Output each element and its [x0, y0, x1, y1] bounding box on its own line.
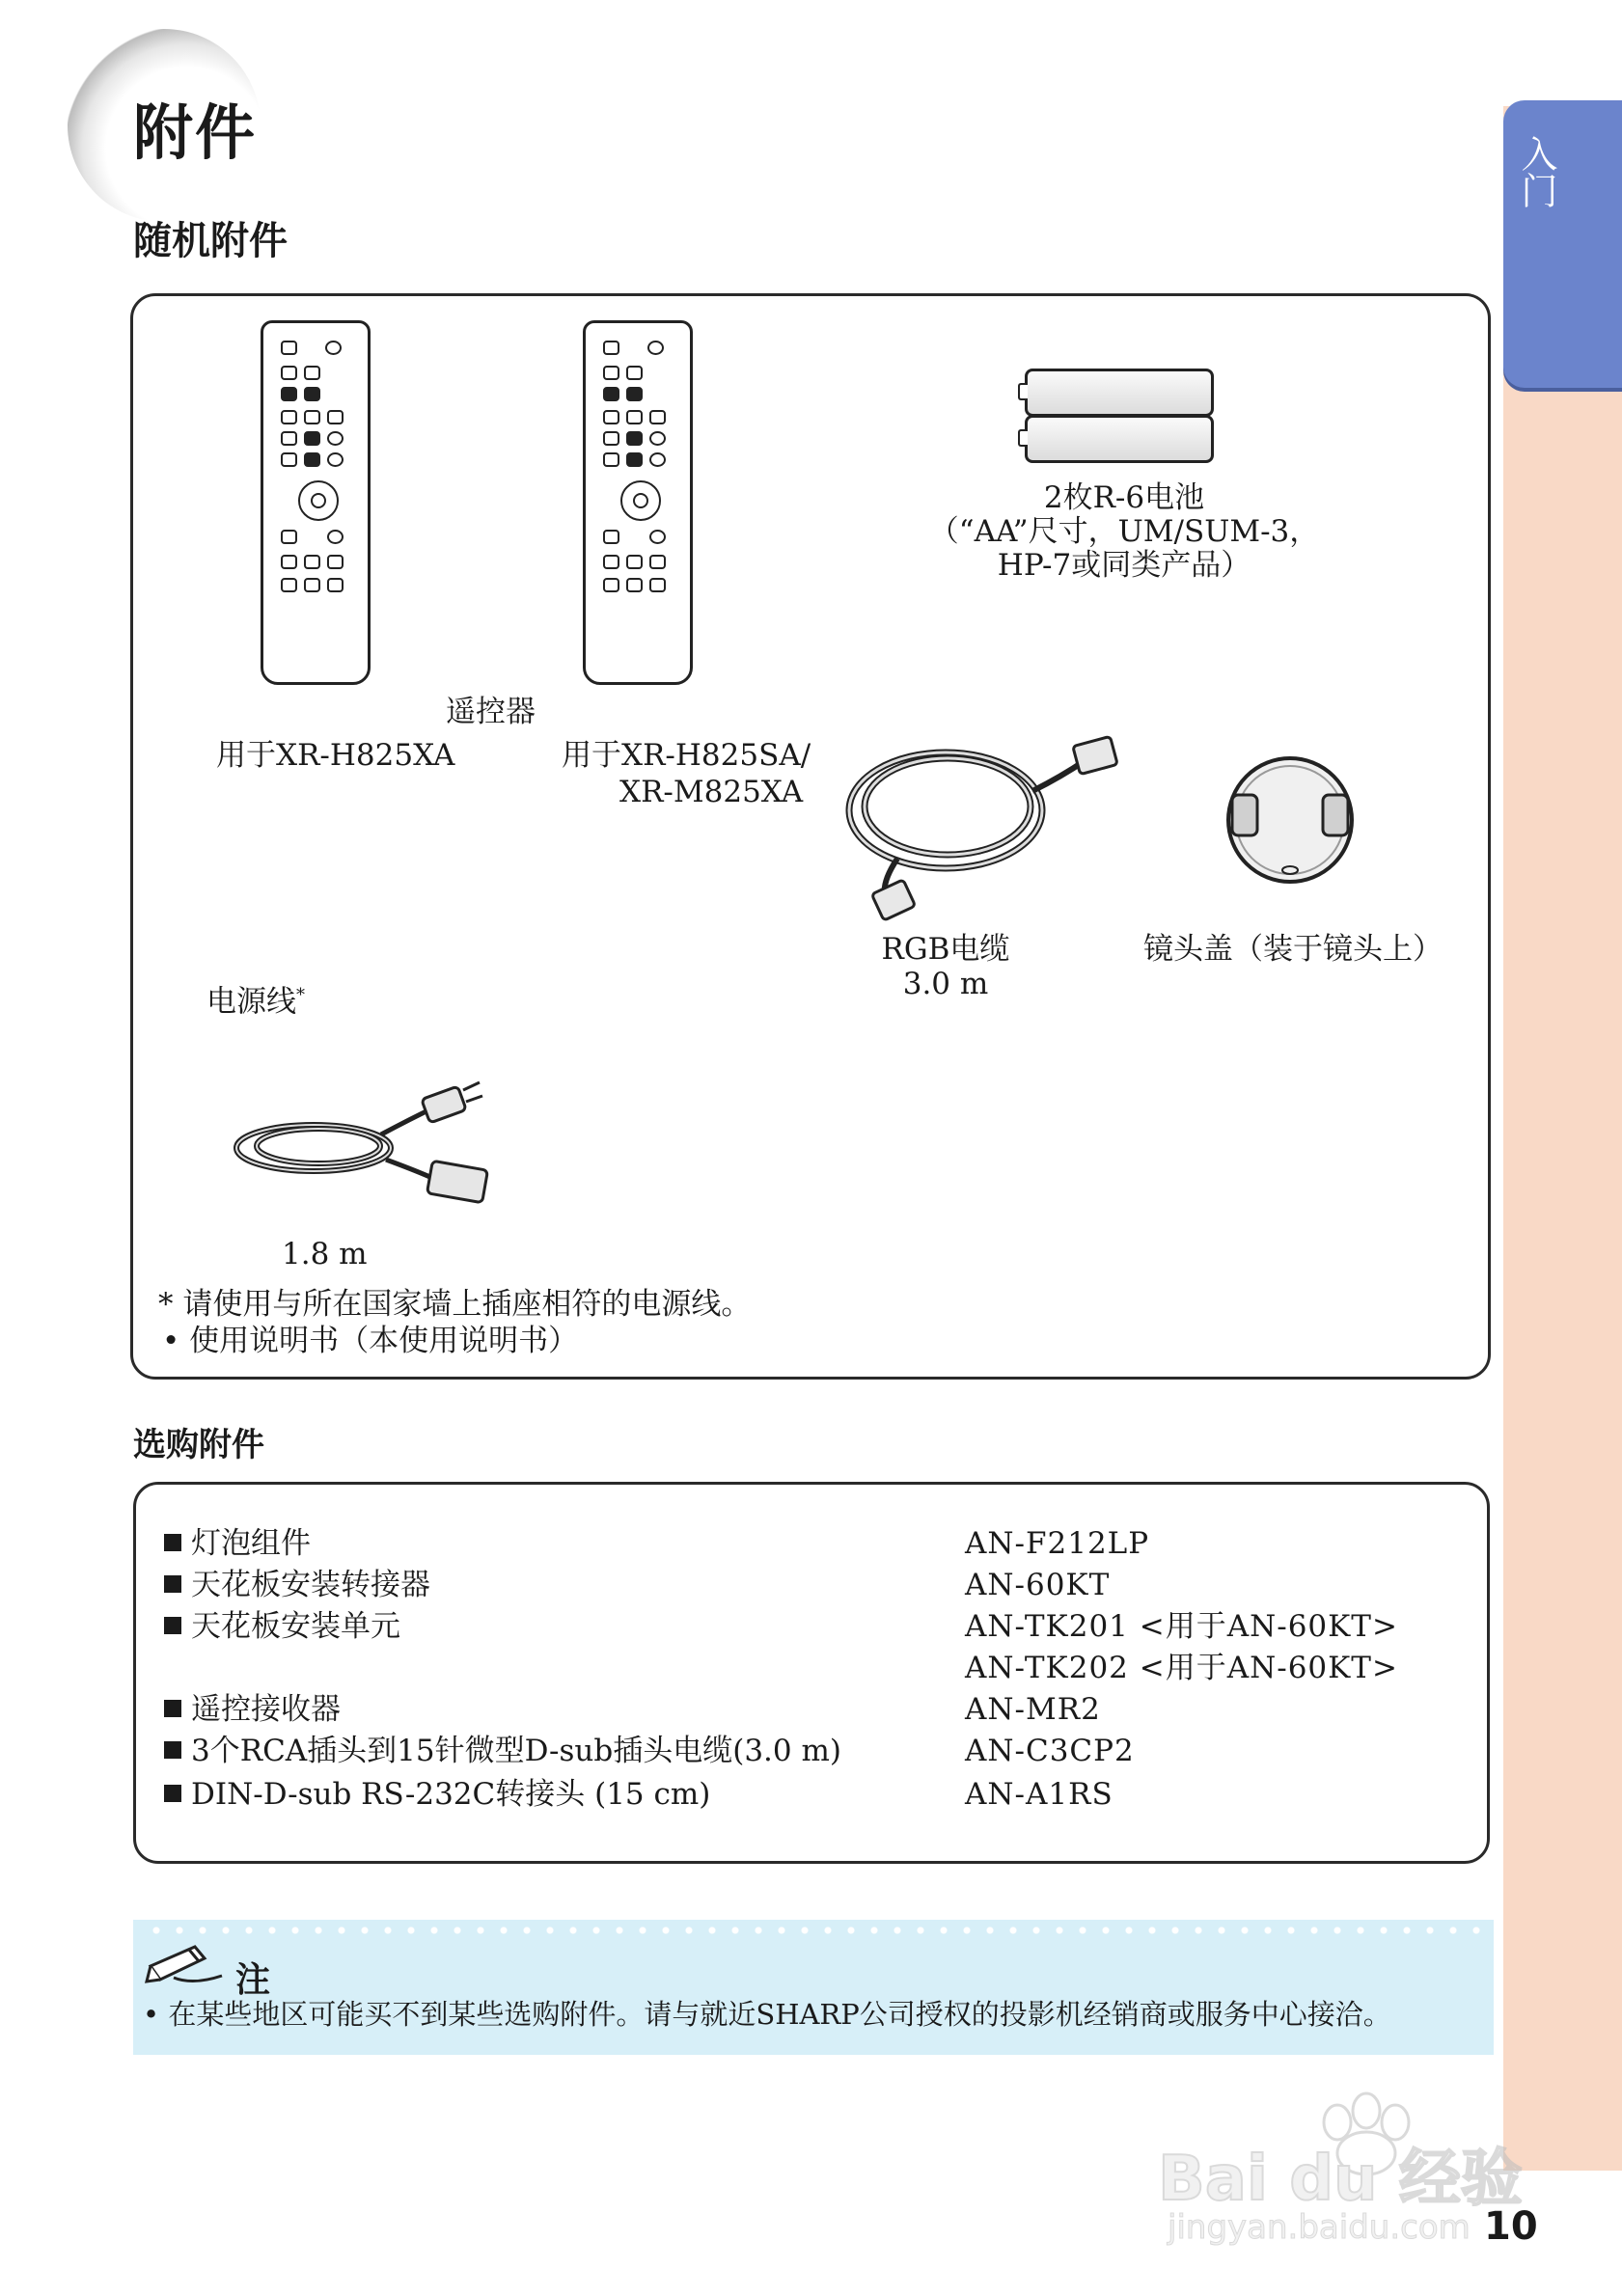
optional-code-4: AN-TK202 <用于AN-60KT>	[965, 1651, 1398, 1685]
remote-label: 遥控器	[446, 695, 536, 729]
optional-code-3: AN-TK201 <用于AN-60KT>	[965, 1609, 1398, 1644]
optional-code-1: AN-F212LP	[965, 1526, 1150, 1561]
watermark-brand: Bai du 经验	[1158, 2144, 1523, 2215]
optional-code-2: AN-60KT	[965, 1568, 1111, 1602]
note-dots-decoration	[145, 1926, 1486, 1935]
battery-image-1	[1025, 369, 1214, 417]
optional-item-6: 3个RCA插头到15针微型D-sub插头电缆(3.0 m)	[164, 1734, 841, 1768]
battery-caption-line1: 2枚R-6电池	[1043, 480, 1205, 515]
bullet-square-icon	[164, 1617, 181, 1634]
battery-caption-line3: HP-7或同类产品）	[997, 548, 1251, 583]
lens-cap-image	[1221, 751, 1365, 895]
battery-caption-line2: （“AA”尺寸，UM/SUM-3，	[928, 514, 1320, 549]
power-cord-image	[227, 1071, 497, 1216]
remote-control-image-1	[261, 320, 371, 685]
remote-control-image-2	[583, 320, 693, 685]
optional-code-7: AN-A1RS	[965, 1777, 1113, 1812]
pencil-note-icon	[145, 1939, 226, 1985]
optional-item-7: DIN-D-sub RS-232C转接头 (15 cm)	[164, 1777, 710, 1812]
remote2-caption-line2: XR-M825XA	[619, 775, 804, 809]
bullet-square-icon	[164, 1700, 181, 1717]
bullet-square-icon	[164, 1575, 181, 1593]
page-title: 附件	[133, 97, 258, 168]
note-box	[133, 1920, 1494, 2055]
manual-item: • 使用说明书（本使用说明书）	[162, 1324, 579, 1358]
battery-image-2	[1025, 415, 1214, 463]
section-title-supplied: 随机附件	[133, 219, 288, 263]
optional-item-2: 天花板安装转接器	[164, 1568, 430, 1602]
bullet-square-icon	[164, 1741, 181, 1759]
rgb-cable-caption-line1: RGB电缆	[881, 932, 1010, 967]
optional-item-5: 遥控接收器	[164, 1692, 341, 1727]
lens-cap-caption: 镜头盖（装于镜头上）	[1143, 932, 1443, 967]
power-cord-label: 电源线*	[206, 984, 305, 1020]
rgb-cable-caption-line2: 3.0 m	[902, 967, 989, 1001]
watermark-url: jingyan.baidu.com	[1168, 2208, 1471, 2247]
remote1-caption: 用于XR-H825XA	[216, 738, 455, 773]
baidu-jingyan-watermark	[1148, 2084, 1534, 2248]
remote2-caption-line1: 用于XR-H825SA/	[562, 738, 811, 773]
section-title-optional: 选购附件	[133, 1426, 264, 1464]
power-cord-footnote: * 请使用与所在国家墙上插座相符的电源线。	[158, 1287, 752, 1322]
bullet-square-icon	[164, 1785, 181, 1802]
note-title: 注	[235, 1960, 271, 2000]
optional-code-6: AN-C3CP2	[965, 1734, 1135, 1768]
optional-code-5: AN-MR2	[965, 1692, 1101, 1727]
side-tab-label: 入门	[1515, 135, 1557, 208]
power-cord-length: 1.8 m	[282, 1237, 368, 1271]
rgb-cable-image	[830, 724, 1129, 926]
note-text: • 在某些地区可能买不到某些选购附件。请与就近SHARP公司授权的投影机经销商或服务中心接洽。	[143, 1998, 1391, 2031]
bullet-square-icon	[164, 1534, 181, 1551]
optional-item-1: 灯泡组件	[164, 1526, 311, 1561]
side-strip	[1503, 106, 1622, 2171]
optional-item-3: 天花板安装单元	[164, 1609, 400, 1644]
page-number: 10	[1484, 2204, 1538, 2249]
